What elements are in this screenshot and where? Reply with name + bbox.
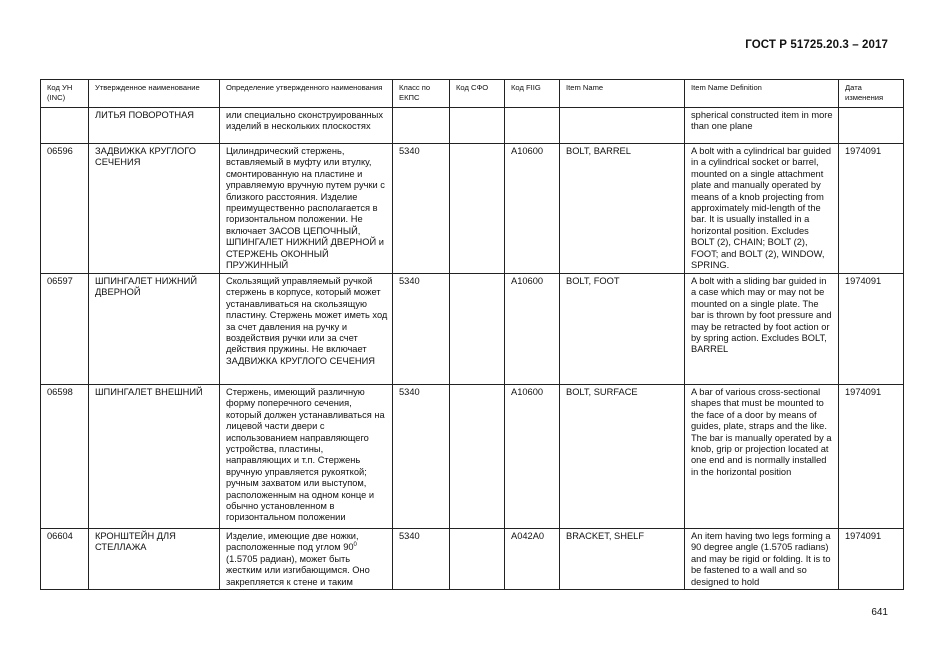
cell-date: 1974091	[839, 529, 904, 590]
header-name: Утвержденное наименование	[89, 80, 220, 108]
cell-name: ЗАДВИЖКА КРУГЛОГО СЕЧЕНИЯ	[89, 144, 220, 274]
table-row	[41, 274, 904, 385]
naming-table	[40, 79, 904, 590]
cell-definition: или специально сконструированных изделий в нескольких плоскостях	[220, 108, 393, 144]
document-title: ГОСТ Р 51725.20.3 – 2017	[745, 39, 888, 51]
table-row	[41, 529, 904, 590]
cell-date	[839, 108, 904, 144]
cell-fiig	[505, 108, 560, 144]
cell-ekps: 5340	[393, 529, 450, 590]
cell-code: 06597	[41, 274, 89, 385]
cell-ekps: 5340	[393, 385, 450, 529]
cell-sfo	[450, 385, 505, 529]
cell-ekps: 5340	[393, 274, 450, 385]
table-header-row	[41, 80, 904, 108]
table-row	[41, 385, 904, 529]
cell-item-definition: A bolt with a cylindrical bar guided in a cylindrical socket or barrel, mounted on a single attachment plate and manually operated by means of a knob projecting from approximately mid-length of the bar. It is usually installed in a horizontal position. Excludes BOLT (2), CHAIN; BOLT (2), FOOT; and BOLT (2), WINDOW, SPRING.	[685, 144, 839, 274]
cell-name: ЛИТЬЯ ПОВОРОТНАЯ	[89, 108, 220, 144]
cell-code: 06596	[41, 144, 89, 274]
cell-fiig: A042A0	[505, 529, 560, 590]
definition-text-b: (1.5705 радиан), может быть жестким или изгибающимся. Оно закрепляется к стене и таким	[226, 553, 370, 587]
cell-fiig: A10600	[505, 274, 560, 385]
definition-text-a: Изделие, имеющие две ножки, расположенные под углом 90	[226, 531, 359, 553]
cell-item-definition: An item having two legs forming a 90 degree angle (1.5705 radians) and may be rigid or folding. It is to be fastened to a wall and so designed to hold	[685, 529, 839, 590]
cell-date: 1974091	[839, 274, 904, 385]
degree-superscript: 0	[353, 542, 357, 549]
cell-ekps	[393, 108, 450, 144]
cell-code: 06598	[41, 385, 89, 529]
cell-item-definition: A bolt with a sliding bar guided in a case which may or may not be mounted on a single plate. The bar is thrown by foot pressure and may be retracted by foot action or by spring action. Excludes BOLT, BARREL	[685, 274, 839, 385]
header-ekps: Класс по ЕКПС	[393, 80, 450, 108]
page-number: 641	[871, 607, 888, 618]
cell-definition: Стержень, имеющий различную форму поперечного сечения, который должен устанавливаться на лицевой части двери с использованием направляющего устройства, пластины, направляющих и т.п. Стержень вручную управляется рукояткой; ручным захватом или выступом, расположенным на одном конце и обычно установленном в горизонтальном положении	[220, 385, 393, 529]
cell-definition: Скользящий управляемый ручкой стержень в корпусе, который может устанавливаться на скользящую пластину. Стержень может иметь ход за счет давления на ручку и воздействия ручки или за счет действия пружины. Не включает ЗАДВИЖКА КРУГЛОГО СЕЧЕНИЯ	[220, 274, 393, 385]
cell-item-name	[560, 108, 685, 144]
cell-code	[41, 108, 89, 144]
header-item-name: Item Name	[560, 80, 685, 108]
cell-item-name: BOLT, SURFACE	[560, 385, 685, 529]
cell-date: 1974091	[839, 385, 904, 529]
cell-sfo	[450, 108, 505, 144]
cell-item-name: BRACKET, SHELF	[560, 529, 685, 590]
header-item-definition: Item Name Definition	[685, 80, 839, 108]
cell-sfo	[450, 274, 505, 385]
header-definition: Определение утвержденного наименования	[220, 80, 393, 108]
cell-item-name: BOLT, BARREL	[560, 144, 685, 274]
cell-fiig: A10600	[505, 385, 560, 529]
cell-fiig: A10600	[505, 144, 560, 274]
cell-name: КРОНШТЕЙН ДЛЯ СТЕЛЛАЖА	[89, 529, 220, 590]
cell-definition: Цилиндрический стержень, вставляемый в муфту или втулку, смонтированную на пластине и управляемую вручную путем ручки с близкого расстояния. Изделие преимущественно располагается в горизонтальном положении. Не включает ЗАСОВ ЦЕПОЧНЫЙ, ШПИНГАЛЕТ НИЖНИЙ ДВЕРНОЙ и СТЕРЖЕНЬ ОКОННЫЙ ПРУЖИННЫЙ	[220, 144, 393, 274]
cell-name: ШПИНГАЛЕТ НИЖНИЙ ДВЕРНОЙ	[89, 274, 220, 385]
cell-item-definition: spherical constructed item in more than one plane	[685, 108, 839, 144]
cell-date: 1974091	[839, 144, 904, 274]
table-row	[41, 108, 904, 144]
header-fiig: Код FIIG	[505, 80, 560, 108]
cell-item-definition: A bar of various cross-sectional shapes that must be mounted to the face of a door by means of guides, plate, straps and the like. The bar is manually operated by a knob, grip or projection located at one end and is normally installed in the horizontal position	[685, 385, 839, 529]
cell-definition	[220, 529, 393, 590]
cell-sfo	[450, 144, 505, 274]
cell-item-name: BOLT, FOOT	[560, 274, 685, 385]
header-code: Код УН (INC)	[41, 80, 89, 108]
header-date: Дата изменения	[839, 80, 904, 108]
table-row	[41, 144, 904, 274]
cell-name: ШПИНГАЛЕТ ВНЕШНИЙ	[89, 385, 220, 529]
header-sfo: Код СФО	[450, 80, 505, 108]
cell-code: 06604	[41, 529, 89, 590]
cell-sfo	[450, 529, 505, 590]
cell-ekps: 5340	[393, 144, 450, 274]
